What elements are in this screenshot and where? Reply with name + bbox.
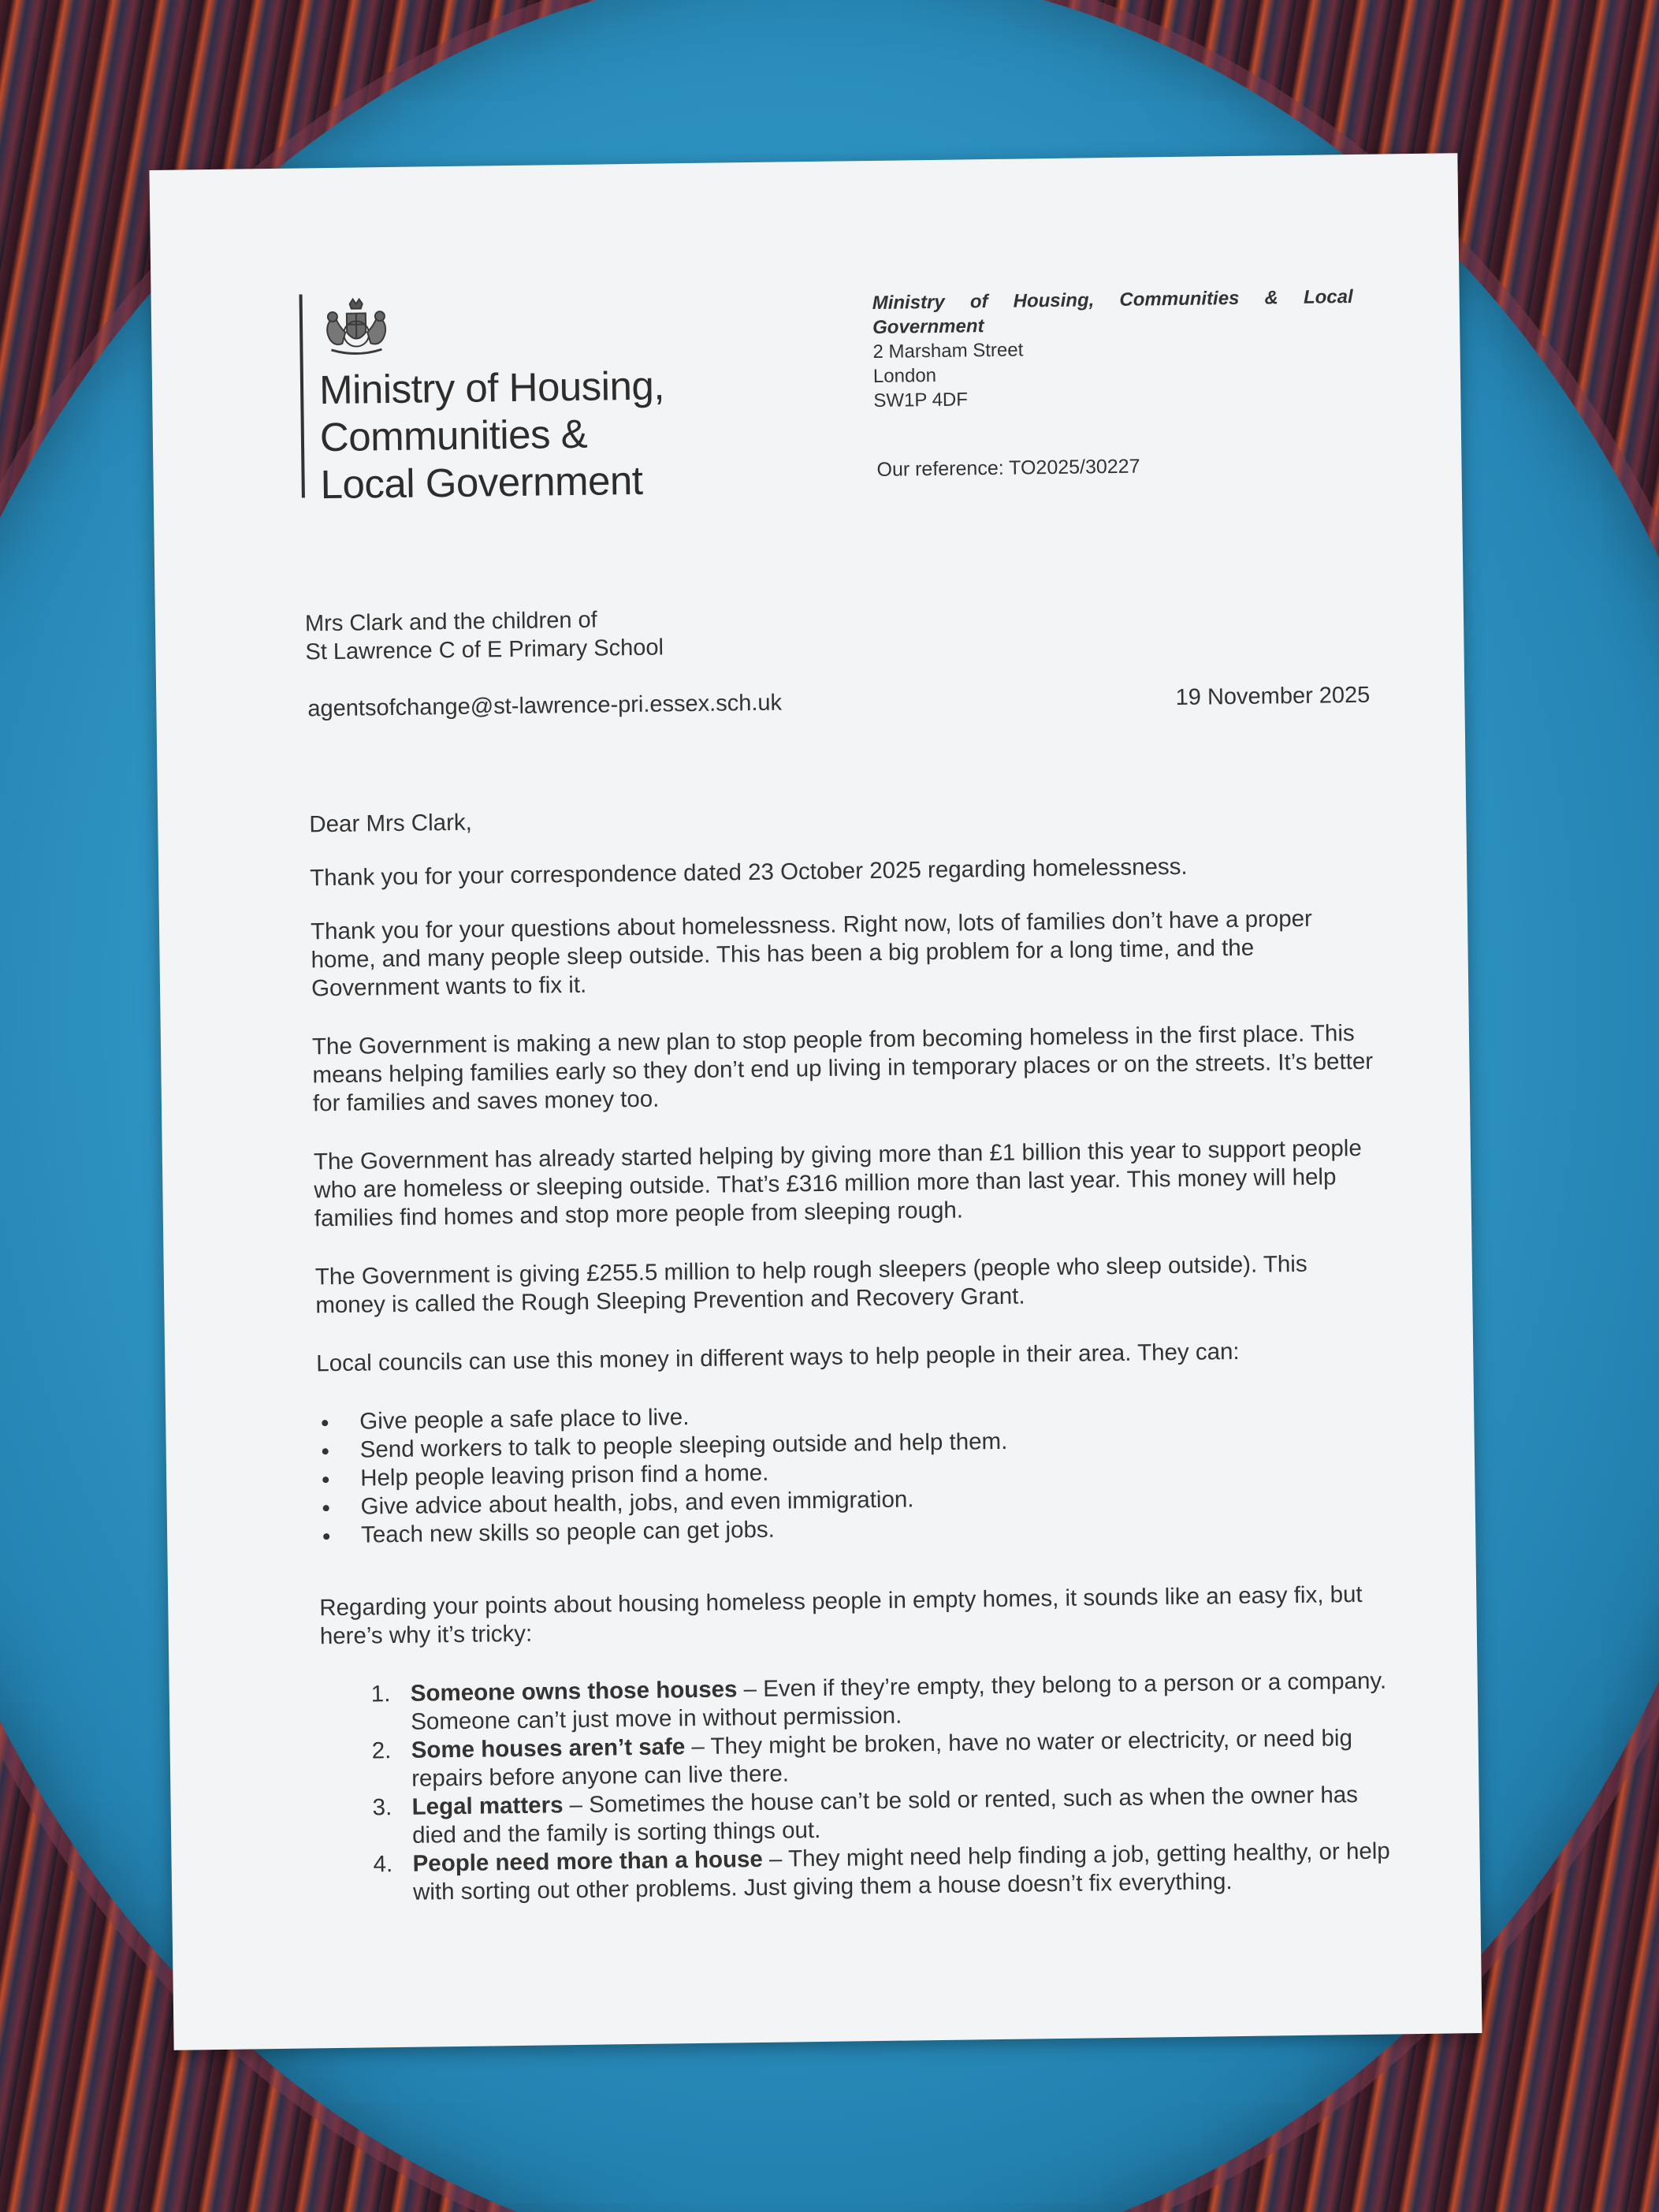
paragraph: The Government is giving £255.5 million to help rough sleepers (people who sleep outside). This money is called the Rough Sleeping Prevention and Recovery Grant. bbox=[314, 1250, 1307, 1319]
bullet-dot bbox=[322, 1477, 329, 1483]
sender-address bbox=[872, 285, 1355, 413]
reason-number: 1. bbox=[370, 1681, 391, 1707]
reason-number: 4. bbox=[373, 1851, 393, 1878]
reason-number: 2. bbox=[371, 1737, 392, 1764]
recipient-line-1: Mrs Clark and the children of bbox=[304, 607, 597, 637]
bullet-text: Send workers to talk to people sleeping outside and help them. bbox=[359, 1428, 1008, 1463]
sender-postcode: SW1P 4DF bbox=[873, 389, 969, 411]
salutation: Dear Mrs Clark, bbox=[309, 809, 473, 838]
reason-text: – Sometimes the house can’t be sold or rented, such as when the owner has died and the family is sorting things out. bbox=[411, 1782, 1359, 1849]
paragraph: Thank you for your correspondence dated 23 October 2025 regarding homelessness. bbox=[310, 853, 1188, 892]
reason-title: Someone owns those houses bbox=[410, 1676, 738, 1707]
letter-date: 19 November 2025 bbox=[1175, 682, 1371, 710]
reason-title: Some houses aren’t safe bbox=[411, 1733, 686, 1763]
ministry-wordmark bbox=[319, 361, 762, 508]
bullet-dot bbox=[322, 1420, 328, 1426]
ministry-line-1: Ministry of Housing, bbox=[318, 363, 665, 413]
councils-section bbox=[316, 1336, 1386, 1551]
our-reference: Our reference: TO2025/30227 bbox=[876, 455, 1140, 481]
reason-text: – They might need help finding a job, getting healthy, or help with sorting out other problems. Just giving them a house doesn’t fix everything. bbox=[412, 1838, 1390, 1905]
recipient-block bbox=[305, 605, 664, 666]
councils-intro: Local councils can use this money in different ways to help people in their area. They can: bbox=[316, 1338, 1240, 1377]
sender-organisation: Ministry of Housing, Communities & Local Government bbox=[872, 285, 1353, 338]
paragraph: Thank you for your questions about homelessness. Right now, lots of families don’t have a proper home, and many people sleep outside. This has been a big problem for a long time, and the Government wants to fix it. bbox=[310, 905, 1313, 1002]
recipient-line-2: St Lawrence C of E Primary School bbox=[305, 635, 664, 665]
bullet-dot bbox=[323, 1505, 329, 1511]
ministry-line-2: Communities & bbox=[319, 411, 588, 460]
empty-homes-intro: Regarding your points about housing homeless people in empty homes, it sounds like an easy fix, but here’s why it’s tricky: bbox=[319, 1581, 1363, 1650]
bullet-dot bbox=[322, 1448, 329, 1454]
list-item bbox=[373, 1838, 1391, 1907]
royal-coat-of-arms-icon bbox=[318, 297, 395, 361]
reason-title: People need more than a house bbox=[412, 1845, 764, 1877]
sender-street: 2 Marsham Street bbox=[872, 339, 1024, 363]
reason-text: – They might be broken, have no water or electricity, or need big repairs before anyone can live there. bbox=[411, 1725, 1353, 1792]
reason-text: – Even if they’re empty, they belong to a person or a company. Someone can’t just move in without permission. bbox=[411, 1667, 1387, 1735]
bullet-text: Give people a safe place to live. bbox=[359, 1404, 690, 1435]
sender-city: London bbox=[872, 364, 937, 387]
bullet-text: Give advice about health, jobs, and even immigration. bbox=[360, 1486, 914, 1520]
councils-bullet-list bbox=[317, 1395, 1386, 1551]
letterhead-rule bbox=[299, 294, 305, 497]
reason-number: 3. bbox=[372, 1794, 392, 1821]
letter-body bbox=[309, 797, 1391, 1909]
recipient-email: agentsofchange@st-lawrence-pri.essex.sch.uk bbox=[307, 690, 783, 722]
letter-page bbox=[149, 153, 1482, 2050]
reason-title: Legal matters bbox=[411, 1792, 564, 1820]
reasons-list bbox=[321, 1667, 1392, 1909]
ministry-line-3: Local Government bbox=[320, 457, 643, 508]
empty-homes-section bbox=[319, 1581, 1391, 1909]
bullet-text: Teach new skills so people can get jobs. bbox=[360, 1516, 776, 1548]
bullet-dot bbox=[323, 1533, 329, 1540]
paragraph: The Government is making a new plan to stop people from becoming homeless in the first place. This means helping families early so they don’t end up living in temporary places or on the streets. It’s better for families and saves money too. bbox=[311, 1020, 1374, 1117]
bullet-text: Help people leaving prison find a home. bbox=[359, 1459, 769, 1491]
paragraph: The Government has already started helping by giving more than £1 billion this year to support people who are homeless or sleeping outside. That’s £316 million more than last year. This money will help families find homes and stop more people from sleeping rough. bbox=[313, 1134, 1362, 1232]
